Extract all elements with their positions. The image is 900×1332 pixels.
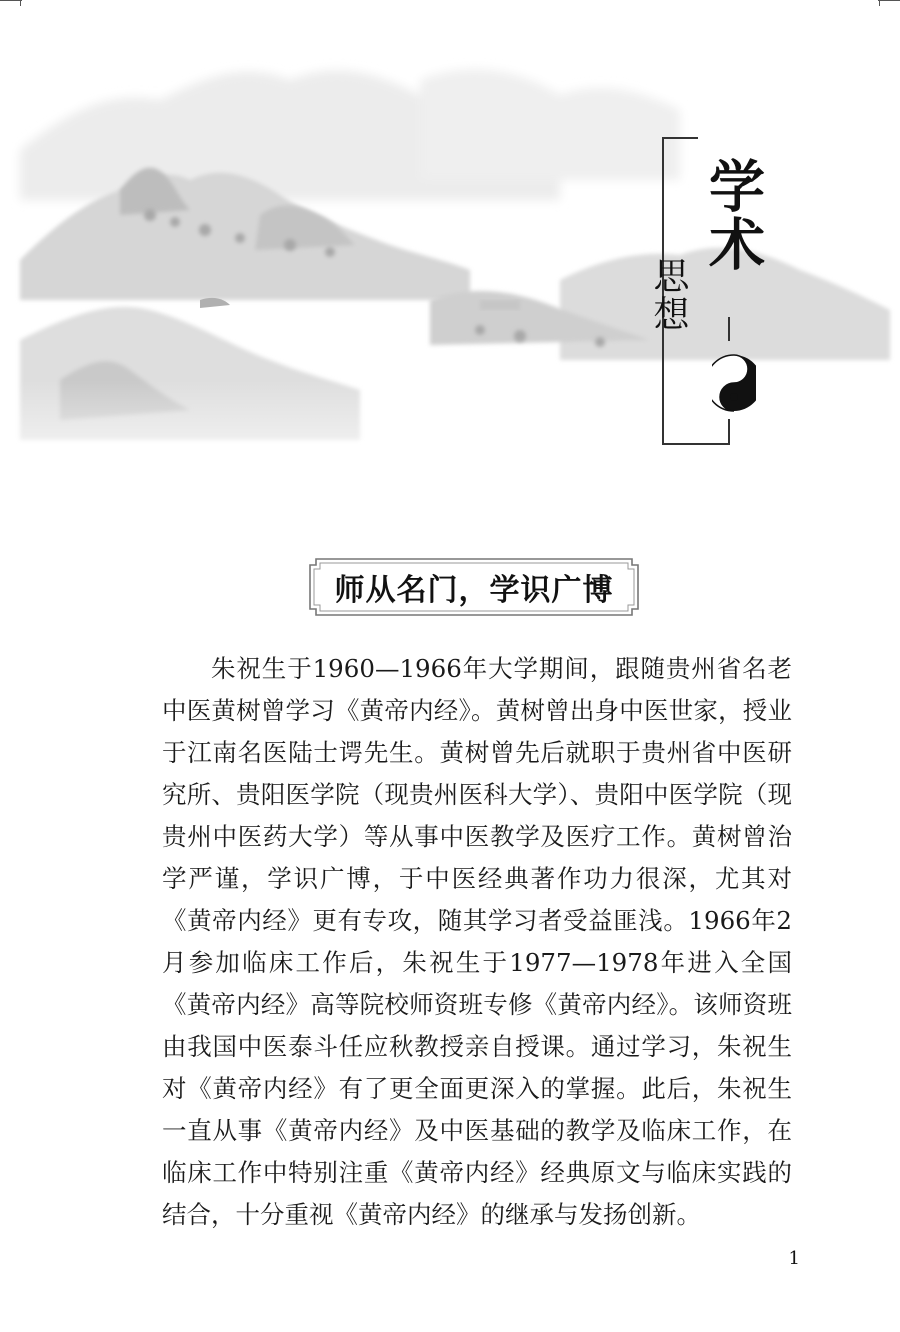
section-title-frame [306, 555, 642, 619]
frame-line-right-lower [728, 419, 730, 445]
body-paragraph: 朱祝生于1960—1966年大学期间，跟随贵州省名老中医黄树曾学习《黄帝内经》。黄树曾出身中医世家，授业于江南名医陆士谔先生。黄树曾先后就职于贵州省中医研究所、贵阳医学院（现贵州医科大学）、贵阳中医学院（现贵州中医药大学）等从事中医教学及医疗工作。黄树曾治学严谨，学识广博，于中医经典著作功力很深，尤其对《黄帝内经》更有专攻，随其学习者受益匪浅。1966年2月参加临床工作后，朱祝生于1977—1978年进入全国《黄帝内经》高等院校师资班专修《黄帝内经》。该师资班由我国中医泰斗任应秋教授亲自授课。通过学习，朱祝生对《黄帝内经》有了更全面更深入的掌握。此后，朱祝生一直从事《黄帝内经》及中医基础的教学及临床工作，在临床工作中特别注重《黄帝内经》经典原文与临床实践的结合，十分重视《黄帝内经》的继承与发扬创新。 [162, 654, 792, 1229]
chapter-title: 学术 [700, 157, 765, 273]
frame-line-bottom [662, 443, 728, 445]
chapter-heading [648, 137, 765, 445]
page-number: 1 [788, 1248, 800, 1269]
section-title: 师从名门，学识广博 [334, 573, 614, 608]
chapter-subtitle: 思想 [648, 257, 689, 333]
frame-line-right-upper [728, 317, 730, 341]
frame-line-top [662, 137, 698, 139]
taiji-icon [712, 353, 756, 413]
ink-landscape-illustration [0, 0, 900, 500]
